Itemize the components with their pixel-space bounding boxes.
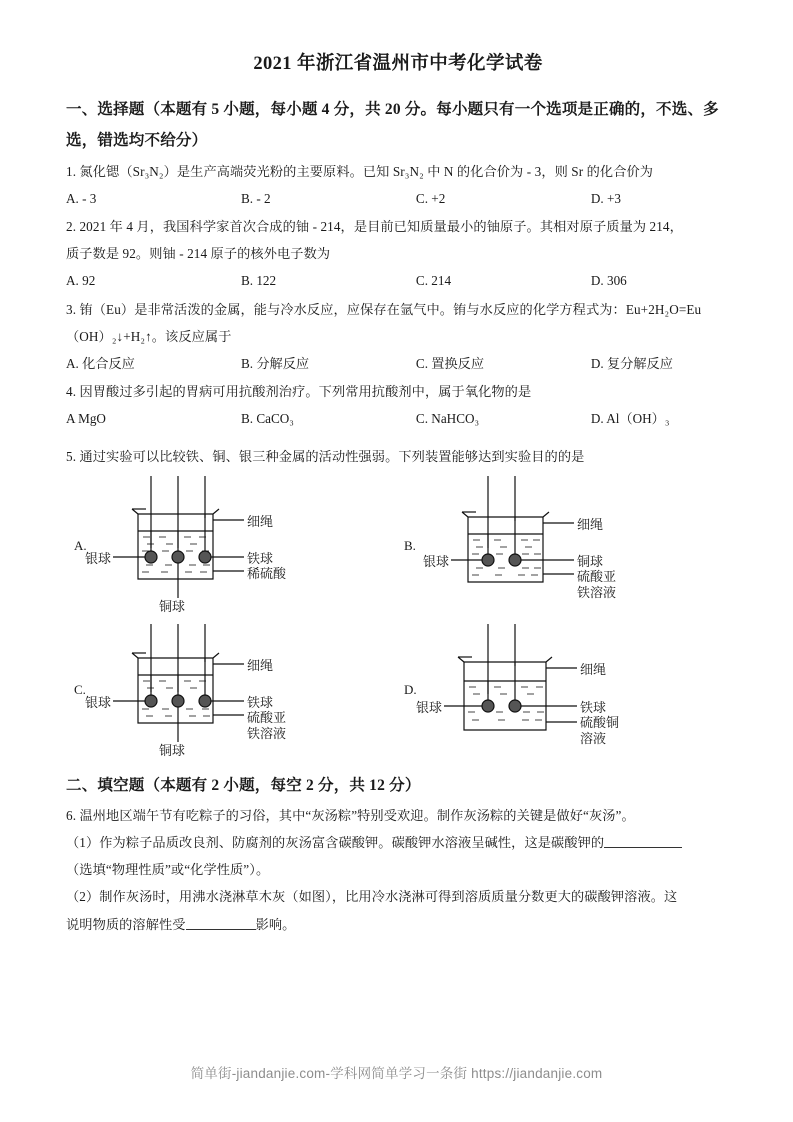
question-6-part2-text-c: 影响。 <box>255 916 296 932</box>
page-content <box>66 52 730 938</box>
question-3-stem-line1: 3. 铕（Eu）是非常活泼的金属，能与冷水反应，应保存在氩气中。铕与水反应的化学方程式为：Eu+2H₂O=Eu <box>66 301 702 317</box>
figure-option-b[interactable] <box>396 476 726 621</box>
figure-d-label-copper-sulfate-line1: 硫酸铜 <box>580 714 620 730</box>
figure-d-diagram <box>396 624 726 769</box>
figure-b-label-copper-ball: 铜球 <box>577 553 604 569</box>
question-2-option-b[interactable]: B. 122 <box>240 273 277 289</box>
figure-a-label-silver-ball: 银球 <box>85 550 112 566</box>
question-6-part1-line1 <box>66 829 730 856</box>
question-6-part1-line2: （选填“物理性质”或“化学性质”）。 <box>66 862 270 878</box>
question-4-stem: 4. 因胃酸过多引起的胃病可用抗酸剂治疗。下列常用抗酸剂中，属于氧化物的是 <box>66 384 532 400</box>
figure-d-label-copper-sulfate-line2: 溶液 <box>580 730 607 746</box>
question-2-stem-line2: 质子数是 92。则铀 - 214 原子的核外电子数为 <box>66 246 331 262</box>
figure-a-diagram <box>66 476 396 621</box>
question-5-stem: 5. 通过实验可以比较铁、铜、银三种金属的活动性强弱。下列装置能够达到实验目的的是 <box>66 448 585 464</box>
question-3-option-b[interactable]: B. 分解反应 <box>240 355 310 371</box>
question-1-option-d[interactable]: D. +3 <box>590 190 622 206</box>
question-6-part2-text-b: 说明物质的溶解性受 <box>66 916 186 932</box>
question-6-blank-1[interactable] <box>604 835 682 849</box>
figure-a-label-iron-ball: 铁球 <box>247 550 274 566</box>
question-6-stem: 6. 温州地区端午节有吃粽子的习俗，其中“灰汤粽”特别受欢迎。制作灰汤粽的关键是做好“灰汤”。 <box>66 808 635 824</box>
figure-c-letter: C. <box>74 681 86 697</box>
figure-b-label-silver-ball: 银球 <box>423 553 450 569</box>
question-2-option-a[interactable]: A. 92 <box>66 273 96 289</box>
question-3-option-a[interactable]: A. 化合反应 <box>66 355 135 371</box>
question-6-part1-text-a: （1）作为粽子品质改良剂、防腐剂的灰汤富含碳酸钾。碳酸钾水溶液呈碱性，这是碳酸钾的 <box>66 835 605 851</box>
question-3-option-c[interactable]: C. 置换反应 <box>415 355 485 371</box>
question-5-figures <box>66 476 730 761</box>
question-6-part2-line2 <box>66 911 730 938</box>
figure-d-letter: D. <box>404 681 417 697</box>
question-1-option-c[interactable]: C. +2 <box>415 190 446 206</box>
figure-a-label-string: 细绳 <box>247 513 274 529</box>
figure-option-c[interactable] <box>66 624 396 769</box>
figure-b-label-ferrous-sulfate-line2: 铁溶液 <box>577 584 617 600</box>
question-6-part2-line1: （2）制作灰汤时，用沸水浇淋草木灰（如图），比用冷水浇淋可得到溶质质量分数更大的碳酸钾溶液。这 <box>66 889 678 905</box>
page-title: 2021 年浙江省温州市中考化学试卷 <box>253 54 543 74</box>
question-1-option-a[interactable]: A. - 3 <box>66 190 97 206</box>
question-2-option-c[interactable]: C. 214 <box>415 273 452 289</box>
question-3-stem-line2: （OH）₂↓+H₂↑。该反应属于 <box>66 328 232 344</box>
question-4-options <box>66 405 730 433</box>
question-1-options <box>66 185 730 213</box>
question-2-option-d[interactable]: D. 306 <box>590 273 627 289</box>
figure-b-diagram <box>396 476 726 621</box>
question-2-stem-line1: 2. 2021 年 4 月，我国科学家首次合成的铀 - 214，是目前已知质量最小的铀原子。其相对原子质量为 214， <box>66 219 683 235</box>
section-heading-fill-blank: 二、填空题（本题有 2 小题，每空 2 分，共 12 分） <box>66 776 421 794</box>
figure-option-d[interactable] <box>396 624 726 769</box>
question-6-blank-2[interactable] <box>186 916 256 930</box>
figure-c-label-silver-ball: 银球 <box>85 694 112 710</box>
question-1-option-b[interactable]: B. - 2 <box>240 190 271 206</box>
figure-b-label-ferrous-sulfate-line1: 硫酸亚 <box>577 568 617 584</box>
figure-c-diagram <box>66 624 396 769</box>
figure-d-label-silver-ball: 银球 <box>416 699 443 715</box>
question-4-option-c[interactable]: C. NaHCO₃ <box>415 411 480 427</box>
question-2-options <box>66 267 730 295</box>
question-1-stem: 1. 氮化锶（Sr₃N₂）是生产高端荧光粉的主要原料。已知 Sr₃N₂ 中 N 的化合价为 - 3，则 Sr 的化合价为 <box>66 163 654 179</box>
figure-d-label-iron-ball: 铁球 <box>580 699 607 715</box>
figure-a-letter: A. <box>74 537 87 553</box>
figure-b-letter: B. <box>404 537 416 553</box>
question-3-options <box>66 350 730 378</box>
figure-c-label-iron-ball: 铁球 <box>247 694 274 710</box>
question-3-option-d[interactable]: D. 复分解反应 <box>590 355 673 371</box>
figure-c-label-copper-ball: 铜球 <box>159 742 186 758</box>
question-4-option-a[interactable]: A MgO <box>66 411 106 427</box>
figure-b-label-string: 细绳 <box>577 516 604 532</box>
figure-a-label-copper-ball: 铜球 <box>159 598 186 614</box>
figure-a-label-dilute-sulfuric-acid: 稀硫酸 <box>247 565 287 581</box>
figure-d-label-string: 细绳 <box>580 661 607 677</box>
figure-c-label-string: 细绳 <box>247 657 274 673</box>
figure-c-label-ferrous-sulfate-line1: 硫酸亚 <box>247 709 287 725</box>
section-heading-choice: 一、选择题（本题有 5 小题，每小题 4 分，共 20 分。每小题只有一个选项是正确的，不选、多选，错选均不给分） <box>66 100 719 149</box>
figure-c-label-ferrous-sulfate-line2: 铁溶液 <box>247 725 287 741</box>
question-4-option-b[interactable]: B. CaCO₃ <box>240 411 294 427</box>
question-4-option-d[interactable]: D. Al（OH）₃ <box>590 411 670 427</box>
footer-watermark: 简单街-jiandanjie.com-学科网简单学习一条街 https://jiandanjie.com <box>190 1066 603 1081</box>
figure-option-a[interactable] <box>66 476 396 621</box>
